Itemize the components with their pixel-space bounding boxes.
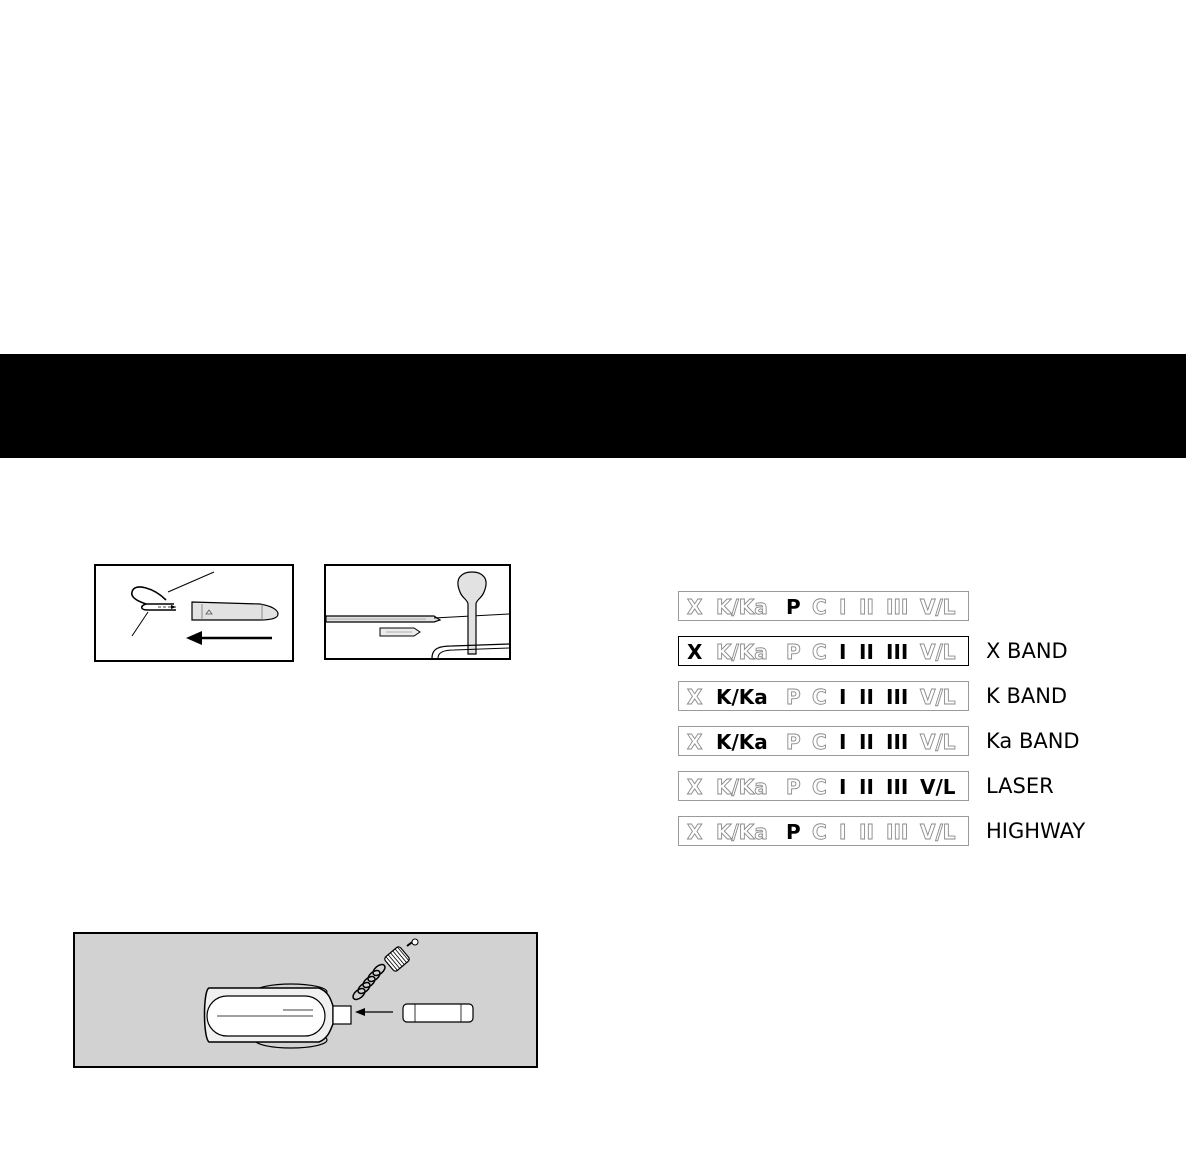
power-plug-illustration <box>75 934 536 1066</box>
indicator-segment: V/L <box>920 730 956 754</box>
visor-mount-figure <box>324 564 511 660</box>
indicator-strip <box>678 771 969 801</box>
indicator-segment: I <box>839 640 847 664</box>
indicator-segment: I <box>839 730 847 754</box>
indicator-strip <box>678 816 969 846</box>
mounting-clip-illustration <box>96 566 292 660</box>
indicator-segment: V/L <box>920 775 956 799</box>
indicator-segment: II <box>859 730 874 754</box>
indicator-segment: P <box>786 775 801 799</box>
indicator-segment: P <box>786 640 801 664</box>
indicator-strip <box>678 726 969 756</box>
indicator-segment: III <box>886 775 909 799</box>
indicator-segment: C <box>812 640 827 664</box>
indicator-segment: X <box>687 640 703 664</box>
indicator-segment: C <box>812 820 827 844</box>
indicator-segment: V/L <box>920 595 956 619</box>
indicator-segment: V/L <box>920 820 956 844</box>
indicator-segment: K/Ka <box>716 820 768 844</box>
indicator-segment: X <box>687 595 703 619</box>
indicator-segment: V/L <box>920 685 956 709</box>
indicator-segment: II <box>859 595 874 619</box>
indicator-segment: P <box>786 685 801 709</box>
indicator-segment: V/L <box>920 640 956 664</box>
indicator-segment: C <box>812 685 827 709</box>
indicator-segment: X <box>687 820 703 844</box>
power-plug-figure <box>73 932 538 1068</box>
indicator-strip <box>678 681 969 711</box>
indicator-segment: II <box>859 640 874 664</box>
indicator-segment: P <box>786 595 801 619</box>
indicator-segment: K/Ka <box>716 775 768 799</box>
mounting-clip-figure <box>94 564 294 662</box>
indicator-segment: I <box>839 685 847 709</box>
visor-mount-illustration <box>326 566 509 658</box>
indicator-segment: X <box>687 775 703 799</box>
indicator-strip <box>678 591 969 621</box>
indicator-segment: K/Ka <box>716 730 768 754</box>
indicator-segment: C <box>812 775 827 799</box>
indicator-segment: K/Ka <box>716 595 768 619</box>
mode-label: LASER <box>986 774 1054 798</box>
indicator-segment: III <box>886 730 909 754</box>
indicator-segment: III <box>886 640 909 664</box>
indicator-segment: K/Ka <box>716 685 768 709</box>
header-bar <box>0 354 1186 458</box>
indicator-segment: III <box>886 595 909 619</box>
mode-label: HIGHWAY <box>986 819 1086 843</box>
mode-label: Ka BAND <box>986 729 1080 753</box>
indicator-segment: K/Ka <box>716 640 768 664</box>
indicator-segment: III <box>886 685 909 709</box>
indicator-segment: C <box>812 595 827 619</box>
indicator-segment: P <box>786 730 801 754</box>
indicator-segment: P <box>786 820 801 844</box>
indicator-segment: I <box>839 820 847 844</box>
indicator-strip <box>678 636 969 666</box>
indicator-segment: II <box>859 820 874 844</box>
indicator-segment: II <box>859 685 874 709</box>
indicator-segment: C <box>812 730 827 754</box>
indicator-segment: I <box>839 595 847 619</box>
indicator-segment: X <box>687 730 703 754</box>
mode-label: X BAND <box>986 639 1068 663</box>
indicator-segment: II <box>859 775 874 799</box>
mode-label: K BAND <box>986 684 1068 708</box>
indicator-segment: X <box>687 685 703 709</box>
indicator-segment: I <box>839 775 847 799</box>
indicator-segment: III <box>886 820 909 844</box>
